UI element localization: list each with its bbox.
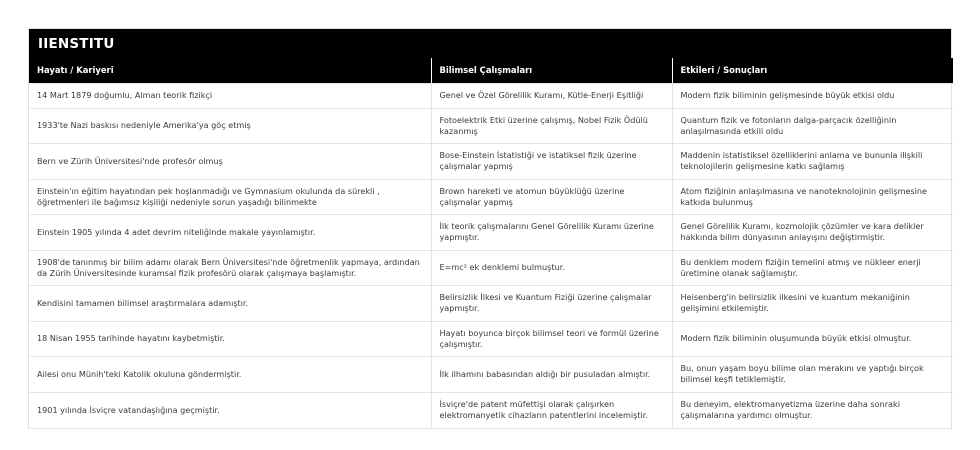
cell-life: 14 Mart 1879 doğumlu, Alman teorik fizikçi: [29, 83, 431, 108]
table-header: [29, 58, 953, 83]
cell-work: İlk teorik çalışmalarını Genel Görelilik Kuramı üzerine yapmıştır.: [431, 215, 672, 251]
table-row: [29, 83, 953, 108]
cell-life: Einstein'ın eğitim hayatından pek hoşlanmadığı ve Gymnasium okulunda da sürekli , öğretmenleri ile bağımsız kişiliği nedeniyle sorun yaşadığı bilinmekte: [29, 179, 431, 215]
cell-work: İsviçre'de patent müfettişi olarak çalışırken elektromanyetik cihazların patentlerini incelemiştir.: [431, 392, 672, 428]
cell-work: E=mc² ek denklemi bulmuştur.: [431, 250, 672, 286]
table-row: [29, 392, 953, 428]
brand-bar: [29, 29, 951, 58]
cell-effects: Bu deneyim, elektromanyetizma üzerine daha sonraki çalışmalarına yardımcı olmuştur.: [672, 392, 953, 428]
cell-work: Hayatı boyunca birçok bilimsel teori ve formül üzerine çalışmıştır.: [431, 321, 672, 357]
table-row: [29, 357, 953, 393]
cell-work: İlk ilhamını babasından aldığı bir pusuladan almıştır.: [431, 357, 672, 393]
cell-work: Brown hareketi ve atomun büyüklüğü üzerine çalışmalar yapmış: [431, 179, 672, 215]
table-row: [29, 144, 953, 180]
cell-work: Bose-Einstein İstatistiği ve istatiksel fizik üzerine çalışmalar yapmış: [431, 144, 672, 180]
table-row: [29, 286, 953, 322]
table-row: [29, 215, 953, 251]
cell-effects: Modern fizik biliminin oluşumunda büyük etkisi olmuştur.: [672, 321, 953, 357]
header-cell-life: Hayatı / Kariyeri: [29, 58, 431, 83]
einstein-table: [29, 58, 953, 428]
table-row: [29, 179, 953, 215]
brand-logo-text: IIENSTITU: [38, 35, 115, 52]
table-row: [29, 321, 953, 357]
cell-life: 1908'de tanınmış bir bilim adamı olarak Bern Üniversitesi'nde öğretmenlik yapmaya, ardından da Zürih Üniversitesinde kuramsal fizik profesörü olarak çalışmaya başlamıştır.: [29, 250, 431, 286]
cell-life: 1933'te Nazi baskısı nedeniyle Amerika'ya göç etmiş: [29, 108, 431, 144]
cell-life: 18 Nisan 1955 tarihinde hayatını kaybetmiştir.: [29, 321, 431, 357]
cell-effects: Modern fizik biliminin gelişmesinde büyük etkisi oldu: [672, 83, 953, 108]
header-row: [29, 58, 953, 83]
table-row: [29, 108, 953, 144]
table-row: [29, 250, 953, 286]
cell-work: Belirsizlik İlkesi ve Kuantum Fiziği üzerine çalışmalar yapmıştır.: [431, 286, 672, 322]
cell-effects: Bu denklem modern fiziğin temelini atmış ve nükleer enerji üretimine olanak sağlamıştır.: [672, 250, 953, 286]
cell-life: Ailesi onu Münih'teki Katolik okuluna göndermiştir.: [29, 357, 431, 393]
cell-effects: Maddenin istatistiksel özelliklerini anlama ve bununla ilişkili teknolojilerin gelişmesine katkı sağlamış: [672, 144, 953, 180]
cell-effects: Heisenberg'in belirsizlik ilkesini ve kuantum mekaniğinin gelişimini etkilemiştir.: [672, 286, 953, 322]
header-cell-work: Bilimsel Çalışmaları: [431, 58, 672, 83]
cell-work: Fotoelektrik Etki üzerine çalışmış, Nobel Fizik Ödülü kazanmış: [431, 108, 672, 144]
cell-effects: Atom fiziğinin anlaşılmasına ve nanoteknolojinin gelişmesine katkıda bulunmuş: [672, 179, 953, 215]
cell-life: Kendisini tamamen bilimsel araştırmalara adamıştır.: [29, 286, 431, 322]
cell-work: Genel ve Özel Görelilik Kuramı, Kütle-Enerji Eşitliği: [431, 83, 672, 108]
cell-effects: Bu, onun yaşam boyu bilime olan merakını ve yaptığı birçok bilimsel keşfi tetiklemiştir.: [672, 357, 953, 393]
table-card: [28, 28, 952, 429]
cell-life: Bern ve Zürih Üniversitesi'nde profesör olmuş: [29, 144, 431, 180]
cell-effects: Quantum fizik ve fotonların dalga-parçacık özelliğinin anlaşılmasında etkili oldu: [672, 108, 953, 144]
cell-life: Einstein 1905 yılında 4 adet devrim niteliğinde makale yayınlamıştır.: [29, 215, 431, 251]
cell-life: 1901 yılında İsviçre vatandaşlığına geçmiştir.: [29, 392, 431, 428]
table-body: [29, 83, 953, 428]
cell-effects: Genel Görelilik Kuramı, kozmolojik çözümler ve kara delikler hakkında bilim dünyasının anlayışını değiştirmiştir.: [672, 215, 953, 251]
header-cell-effects: Etkileri / Sonuçları: [672, 58, 953, 83]
